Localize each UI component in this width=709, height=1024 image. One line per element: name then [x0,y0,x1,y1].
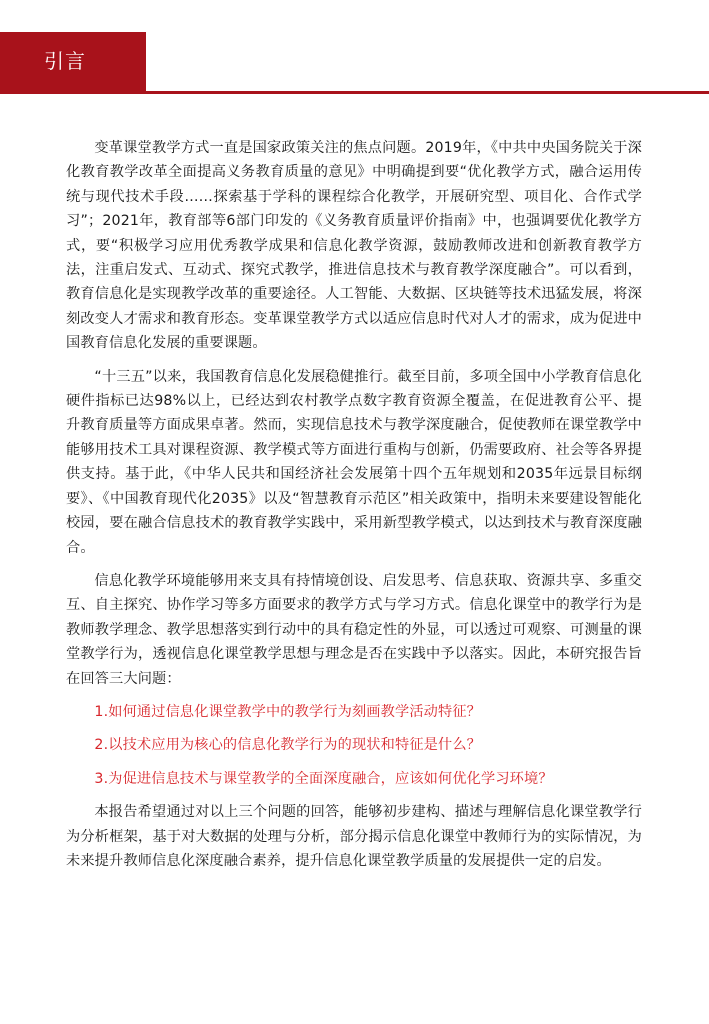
header-divider [146,91,709,94]
paragraph-conclusion: 本报告希望通过对以上三个问题的回答，能够初步建构、描述与理解信息化课堂教学行为分析框架，基于对大数据的处理与分析，部分揭示信息化课堂中教师行为的实际情况，为未来提升教师信息化深度融合素养，提升信息化课堂教学质量的发展提供一定的启发。 [66,804,642,869]
research-question-1: 1.如何通过信息化课堂教学中的教学行为刻画教学活动特征？ [94,703,482,720]
paragraph-research-purpose: 信息化教学环境能够用来支具有持情境创设、启发思考、信息获取、资源共享、多重交互、自主探究、协作学习等多方面要求的教学方式与学习方式。信息化课堂中的教学行为是教师教学理念、教学思想落实到行动中的具有稳定性的外显，可以透过可观察、可测量的课堂教学行为，透视信息化课堂教学思想与理念是否在实践中予以落实。因此，本研究报告旨在回答三大问题： [66,572,642,687]
research-question-2: 2.以技术应用为核心的信息化教学行为的现状和特征是什么？ [94,737,482,754]
paragraph-informatization-progress: “十三五”以来，我国教育信息化发展稳健推行。截至目前，多项全国中小学教育信息化硬件指标已达98%以上，已经达到农村教学点数字教育资源全覆盖，在促进教育公平、提升教育质量等方面成果卓著。然而，实现信息技术与教学深度融合，促使教师在课堂教学中能够用技术工具对课程资源、教学模式等方面进行重构与创新，仍需要政府、社会等各界提供支持。基于此，《中华人民共和国经济社会发展第十四个五年规划和2035年远景目标纲要》、《中国教育现代化2035》以及“智慧教育示范区”相关政策中，指明未来要建设智能化校园，要在融合信息技术的教育教学实践中，采用新型教学模式，以达到技术与教育深度融合。 [66,368,642,556]
research-question-3: 3.为促进信息技术与课堂教学的全面深度融合，应该如何优化学习环境？ [94,770,553,787]
section-title: 引言 [44,49,86,73]
paragraph-policy-background: 变革课堂教学方式一直是国家政策关注的焦点问题。2019年，《中共中央国务院关于深化教育教学改革全面提高义务教育质量的意见》中明确提到要“优化教学方式，融合运用传统与现代技术手段……探索基于学科的课程综合化教学，开展研究型、项目化、合作式学习”；2021年，教育部等6部门印发的《义务教育质量评价指南》中，也强调要优化教学方式，要“积极学习应用优秀教学成果和信息化教学资源，鼓励教师改进和创新教育教学方法，注重启发式、互动式、探究式教学，推进信息技术与教育教学深度融合”。可以看到，教育信息化是实现教学改革的重要途径。人工智能、大数据、区块链等技术迅猛发展，将深刻改变人才需求和教育形态。变革课堂教学方式以适应信息时代对人才的需求，成为促进中国教育信息化发展的重要课题。 [66,140,642,352]
intro-content [66,136,642,873]
